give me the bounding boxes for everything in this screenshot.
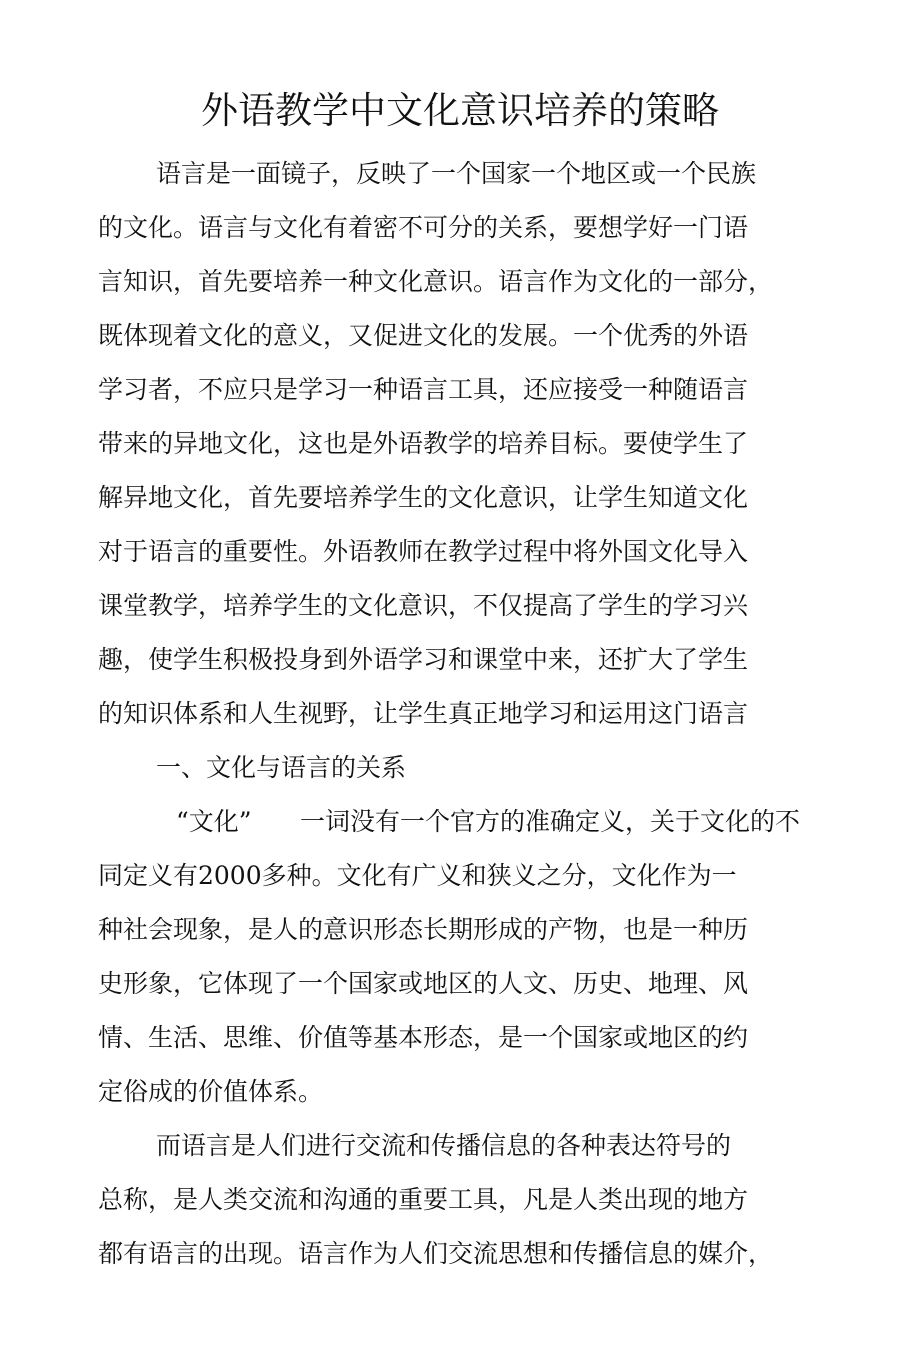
text-line: 对于语言的重要性。外语教师在教学过程中将外国文化导入 [98,537,749,566]
text-line: 情、生活、思维、价值等基本形态，是一个国家或地区的约 [98,1023,749,1052]
quoted-term: “文化” [176,807,252,836]
text-line: 定俗成的价值体系。 [98,1077,324,1106]
text-line: 同定义有2000多种。文化有广义和狭义之分，文化作为一 [98,861,737,890]
text-line: 史形象，它体现了一个国家或地区的人文、历史、地理、风 [98,969,749,998]
text-line: 带来的异地文化，这也是外语教学的培养目标。要使学生了 [98,429,749,458]
text-line: 的知识体系和人生视野，让学生真正地学习和运用这门语言 [98,699,749,728]
text-line: 课堂教学，培养学生的文化意识，不仅提高了学生的学习兴 [98,591,749,620]
text-line: 总称，是人类交流和沟通的重要工具，凡是人类出现的地方 [98,1185,749,1214]
text-line: 语言是一面镜子，反映了一个国家一个地区或一个民族 [156,159,757,188]
text-line: 种社会现象，是人的意识形态长期形成的产物，也是一种历 [98,915,749,944]
text-line: 的文化。语言与文化有着密不可分的关系，要想学好一门语 [98,213,749,242]
text-line: 既体现着文化的意义，又促进文化的发展。一个优秀的外语 [98,321,749,350]
text-line: 趣，使学生积极投身到外语学习和课堂中来，还扩大了学生 [98,645,749,674]
text-line: 解异地文化，首先要培养学生的文化意识，让学生知道文化 [98,483,749,512]
text-line: 而语言是人们进行交流和传播信息的各种表达符号的 [156,1131,732,1160]
text-line: 一词没有一个官方的准确定义，关于文化的不 [300,807,801,836]
document-title: 外语教学中文化意识培养的策略 [201,89,719,132]
section-heading: 一、文化与语言的关系 [156,753,407,782]
text-line: 学习者，不应只是学习一种语言工具，还应接受一种随语言 [98,375,749,404]
text-line: 言知识，首先要培养一种文化意识。语言作为文化的一部分， [98,267,774,296]
text-line: 都有语言的出现。语言作为人们交流思想和传播信息的媒介， [98,1239,774,1268]
